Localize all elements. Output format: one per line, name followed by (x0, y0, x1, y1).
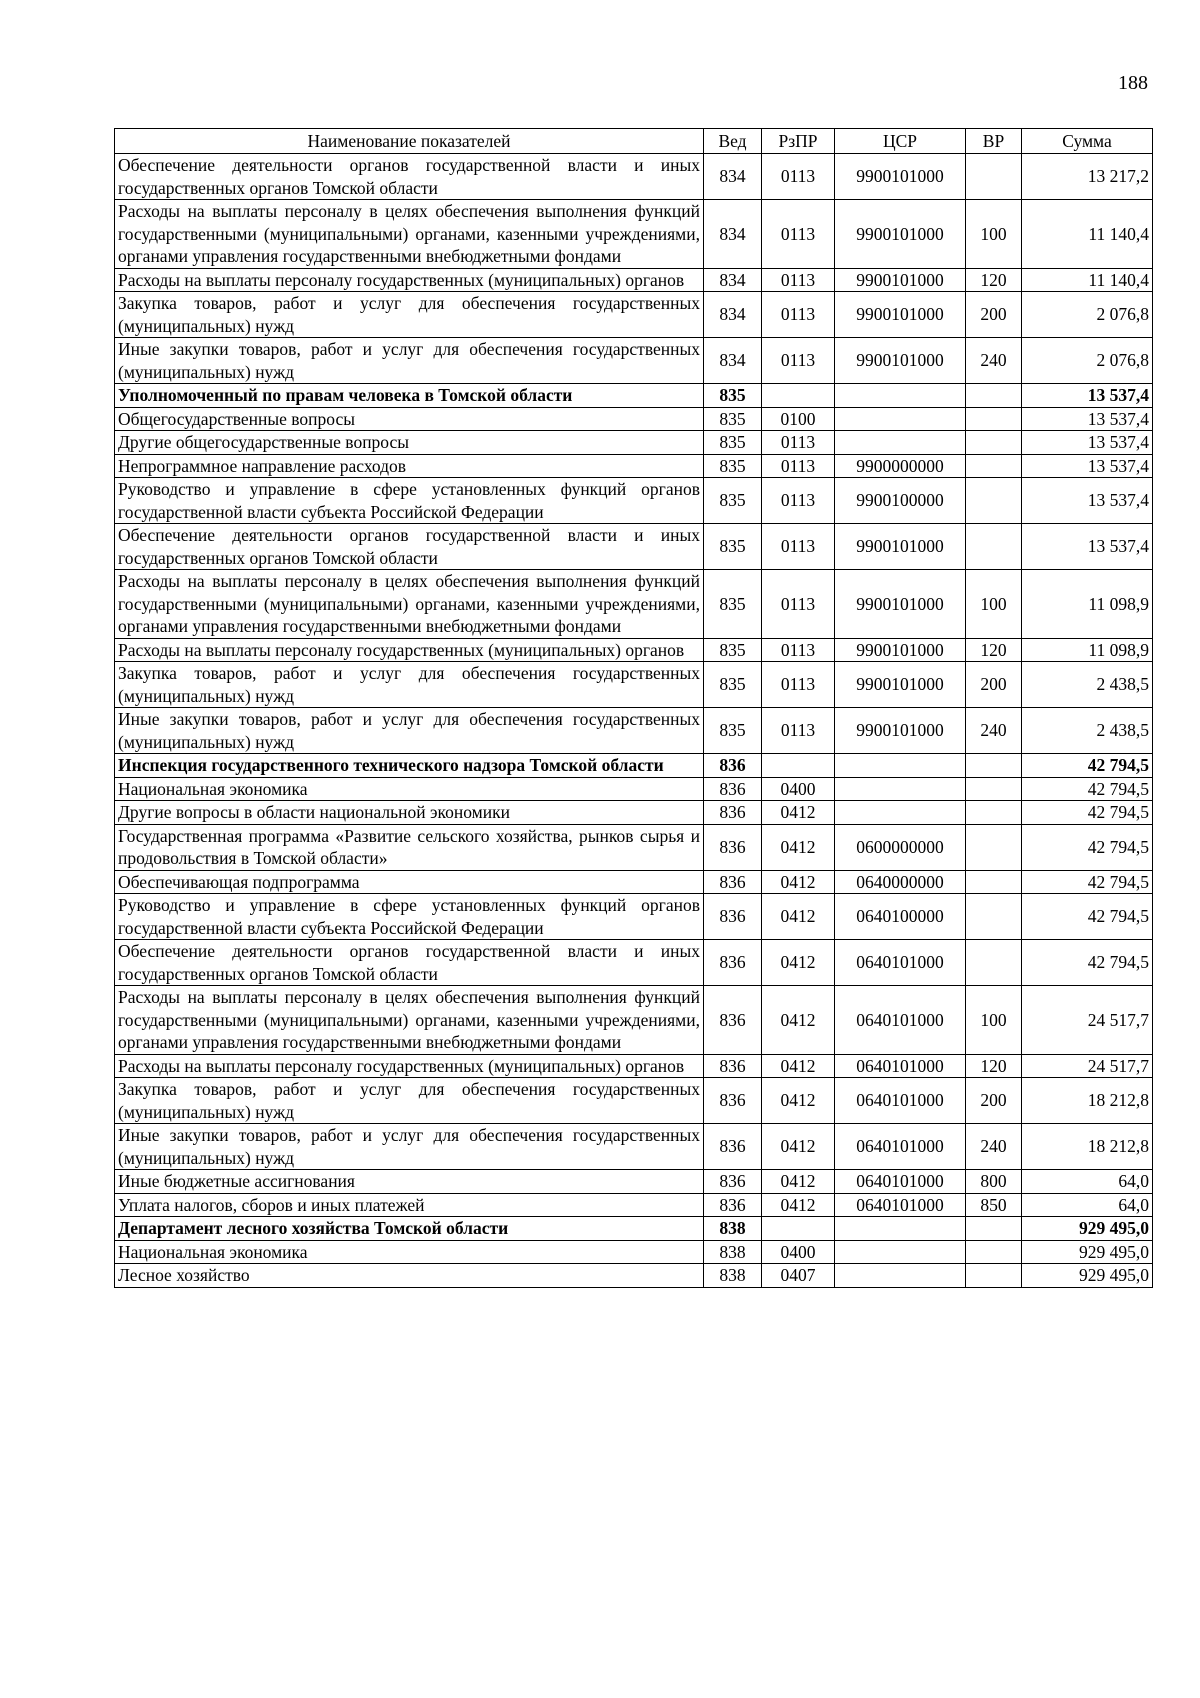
cell-ved: 835 (704, 384, 762, 408)
table-row-section (115, 384, 1153, 408)
cell-csr: 9900101000 (835, 570, 966, 639)
cell-rzpr: 0412 (762, 940, 835, 986)
table-row (115, 454, 1153, 478)
table-header-row (115, 129, 1153, 154)
cell-csr: 9900101000 (835, 154, 966, 200)
cell-sum: 64,0 (1022, 1170, 1153, 1194)
cell-csr: 0640101000 (835, 986, 966, 1055)
table-row (115, 570, 1153, 639)
cell-vr: 800 (966, 1170, 1022, 1194)
cell-sum: 2 076,8 (1022, 292, 1153, 338)
cell-name: Закупка товаров, работ и услуг для обеспечения государственных (муниципальных) нужд (115, 662, 704, 708)
cell-csr: 0640101000 (835, 1193, 966, 1217)
cell-name: Уплата налогов, сборов и иных платежей (115, 1193, 704, 1217)
table-row (115, 268, 1153, 292)
cell-ved: 834 (704, 200, 762, 269)
header-name: Наименование показателей (115, 129, 704, 154)
cell-ved: 835 (704, 478, 762, 524)
cell-vr (966, 870, 1022, 894)
cell-sum: 929 495,0 (1022, 1240, 1153, 1264)
table-row-section (115, 754, 1153, 778)
table-row (115, 524, 1153, 570)
cell-csr: 0600000000 (835, 824, 966, 870)
cell-sum: 42 794,5 (1022, 754, 1153, 778)
cell-ved: 836 (704, 940, 762, 986)
cell-rzpr: 0412 (762, 1054, 835, 1078)
cell-ved: 835 (704, 407, 762, 431)
cell-name: Руководство и управление в сфере установленных функций органов государственной власти субъекта Российской Федерации (115, 478, 704, 524)
cell-rzpr: 0400 (762, 1240, 835, 1264)
table-body (115, 154, 1153, 1288)
cell-vr (966, 777, 1022, 801)
cell-sum: 13 537,4 (1022, 478, 1153, 524)
cell-sum: 42 794,5 (1022, 777, 1153, 801)
cell-name: Другие вопросы в области национальной экономики (115, 801, 704, 825)
cell-name: Расходы на выплаты персоналу в целях обеспечения выполнения функций государственными (муниципальными) органами, казенными учреждениями, органами управления государственными внебюджетными фондами (115, 200, 704, 269)
page-number: 188 (1118, 72, 1148, 94)
cell-sum: 2 076,8 (1022, 338, 1153, 384)
cell-ved: 836 (704, 1193, 762, 1217)
cell-name: Закупка товаров, работ и услуг для обеспечения государственных (муниципальных) нужд (115, 292, 704, 338)
cell-sum: 42 794,5 (1022, 870, 1153, 894)
cell-csr: 9900101000 (835, 292, 966, 338)
cell-rzpr: 0412 (762, 1170, 835, 1194)
cell-name: Расходы на выплаты персоналу государственных (муниципальных) органов (115, 268, 704, 292)
cell-csr: 9900000000 (835, 454, 966, 478)
cell-rzpr (762, 384, 835, 408)
cell-vr: 240 (966, 708, 1022, 754)
cell-name: Закупка товаров, работ и услуг для обеспечения государственных (муниципальных) нужд (115, 1078, 704, 1124)
cell-csr (835, 1240, 966, 1264)
cell-vr: 100 (966, 200, 1022, 269)
cell-name: Руководство и управление в сфере установленных функций органов государственной власти субъекта Российской Федерации (115, 894, 704, 940)
table-row (115, 1124, 1153, 1170)
cell-csr: 0640101000 (835, 1124, 966, 1170)
cell-csr: 0640101000 (835, 940, 966, 986)
cell-name: Иные закупки товаров, работ и услуг для обеспечения государственных (муниципальных) нужд (115, 1124, 704, 1170)
table-row (115, 1078, 1153, 1124)
cell-rzpr: 0113 (762, 662, 835, 708)
cell-rzpr: 0412 (762, 1124, 835, 1170)
cell-rzpr: 0412 (762, 1078, 835, 1124)
cell-csr: 0640101000 (835, 1078, 966, 1124)
cell-sum: 11 140,4 (1022, 200, 1153, 269)
cell-csr (835, 801, 966, 825)
cell-vr (966, 384, 1022, 408)
cell-csr: 9900101000 (835, 268, 966, 292)
cell-ved: 838 (704, 1217, 762, 1241)
table-row (115, 1240, 1153, 1264)
cell-rzpr: 0113 (762, 638, 835, 662)
cell-ved: 838 (704, 1240, 762, 1264)
header-csr: ЦСР (835, 129, 966, 154)
table-row (115, 662, 1153, 708)
cell-ved: 835 (704, 662, 762, 708)
cell-csr: 9900101000 (835, 338, 966, 384)
cell-name: Государственная программа «Развитие сельского хозяйства, рынков сырья и продовольствия в Томской области» (115, 824, 704, 870)
cell-vr (966, 524, 1022, 570)
cell-ved: 835 (704, 524, 762, 570)
cell-csr (835, 1264, 966, 1288)
cell-ved: 834 (704, 154, 762, 200)
cell-sum: 929 495,0 (1022, 1264, 1153, 1288)
table-row (115, 870, 1153, 894)
cell-rzpr: 0113 (762, 524, 835, 570)
cell-sum: 42 794,5 (1022, 940, 1153, 986)
cell-csr (835, 407, 966, 431)
cell-csr: 0640100000 (835, 894, 966, 940)
cell-vr: 240 (966, 338, 1022, 384)
header-sum: Сумма (1022, 129, 1153, 154)
cell-vr: 100 (966, 570, 1022, 639)
cell-ved: 836 (704, 777, 762, 801)
cell-csr (835, 754, 966, 778)
cell-vr: 100 (966, 986, 1022, 1055)
cell-rzpr: 0113 (762, 292, 835, 338)
cell-rzpr: 0412 (762, 870, 835, 894)
cell-name: Расходы на выплаты персоналу в целях обеспечения выполнения функций государственными (муниципальными) органами, казенными учреждениями, органами управления государственными внебюджетными фондами (115, 986, 704, 1055)
cell-csr: 0640101000 (835, 1170, 966, 1194)
cell-vr (966, 1240, 1022, 1264)
cell-ved: 834 (704, 338, 762, 384)
cell-vr (966, 154, 1022, 200)
cell-csr (835, 431, 966, 455)
table-row (115, 777, 1153, 801)
cell-sum: 13 537,4 (1022, 431, 1153, 455)
cell-csr (835, 777, 966, 801)
cell-sum: 11 098,9 (1022, 638, 1153, 662)
table-row (115, 338, 1153, 384)
cell-vr (966, 431, 1022, 455)
cell-vr: 240 (966, 1124, 1022, 1170)
cell-ved: 836 (704, 824, 762, 870)
cell-rzpr: 0412 (762, 824, 835, 870)
cell-rzpr: 0113 (762, 431, 835, 455)
cell-rzpr: 0412 (762, 986, 835, 1055)
cell-vr: 120 (966, 1054, 1022, 1078)
cell-ved: 835 (704, 454, 762, 478)
cell-vr (966, 894, 1022, 940)
cell-name: Иные закупки товаров, работ и услуг для обеспечения государственных (муниципальных) нужд (115, 708, 704, 754)
table-row (115, 292, 1153, 338)
cell-csr: 9900100000 (835, 478, 966, 524)
cell-rzpr: 0113 (762, 338, 835, 384)
cell-csr: 9900101000 (835, 524, 966, 570)
cell-sum: 42 794,5 (1022, 801, 1153, 825)
cell-vr: 200 (966, 1078, 1022, 1124)
table-row (115, 407, 1153, 431)
table-row (115, 894, 1153, 940)
cell-ved: 836 (704, 754, 762, 778)
cell-rzpr: 0412 (762, 1193, 835, 1217)
cell-rzpr: 0407 (762, 1264, 835, 1288)
cell-name: Расходы на выплаты персоналу государственных (муниципальных) органов (115, 1054, 704, 1078)
table-row-section (115, 1217, 1153, 1241)
cell-ved: 836 (704, 1170, 762, 1194)
table-row (115, 824, 1153, 870)
table-row (115, 940, 1153, 986)
cell-sum: 929 495,0 (1022, 1217, 1153, 1241)
cell-sum: 13 537,4 (1022, 384, 1153, 408)
cell-name: Обеспечение деятельности органов государственной власти и иных государственных органов Томской области (115, 524, 704, 570)
header-vr: ВР (966, 129, 1022, 154)
table-row (115, 801, 1153, 825)
cell-name: Департамент лесного хозяйства Томской области (115, 1217, 704, 1241)
cell-vr (966, 407, 1022, 431)
cell-rzpr (762, 754, 835, 778)
cell-name: Национальная экономика (115, 777, 704, 801)
cell-rzpr: 0113 (762, 454, 835, 478)
table-row (115, 708, 1153, 754)
cell-csr (835, 384, 966, 408)
cell-name: Иные закупки товаров, работ и услуг для обеспечения государственных (муниципальных) нужд (115, 338, 704, 384)
budget-table (114, 128, 1153, 1288)
cell-ved: 835 (704, 570, 762, 639)
table-row (115, 1170, 1153, 1194)
cell-vr (966, 801, 1022, 825)
cell-sum: 11 140,4 (1022, 268, 1153, 292)
cell-vr (966, 940, 1022, 986)
cell-vr (966, 1217, 1022, 1241)
table-row (115, 431, 1153, 455)
cell-sum: 2 438,5 (1022, 708, 1153, 754)
cell-csr: 9900101000 (835, 708, 966, 754)
table-row (115, 1264, 1153, 1288)
cell-ved: 835 (704, 638, 762, 662)
table-row (115, 1193, 1153, 1217)
table-row (115, 1054, 1153, 1078)
cell-name: Непрограммное направление расходов (115, 454, 704, 478)
cell-sum: 24 517,7 (1022, 986, 1153, 1055)
cell-csr: 9900101000 (835, 200, 966, 269)
cell-sum: 18 212,8 (1022, 1078, 1153, 1124)
cell-vr: 850 (966, 1193, 1022, 1217)
cell-sum: 13 217,2 (1022, 154, 1153, 200)
cell-vr: 200 (966, 662, 1022, 708)
cell-rzpr: 0400 (762, 777, 835, 801)
cell-rzpr (762, 1217, 835, 1241)
cell-ved: 834 (704, 292, 762, 338)
cell-vr (966, 754, 1022, 778)
cell-sum: 2 438,5 (1022, 662, 1153, 708)
cell-name: Национальная экономика (115, 1240, 704, 1264)
cell-sum: 64,0 (1022, 1193, 1153, 1217)
cell-name: Иные бюджетные ассигнования (115, 1170, 704, 1194)
cell-ved: 836 (704, 986, 762, 1055)
cell-csr: 0640000000 (835, 870, 966, 894)
cell-name: Обеспечение деятельности органов государственной власти и иных государственных органов Томской области (115, 154, 704, 200)
cell-name: Расходы на выплаты персоналу в целях обеспечения выполнения функций государственными (муниципальными) органами, казенными учреждениями, органами управления государственными внебюджетными фондами (115, 570, 704, 639)
cell-rzpr: 0113 (762, 478, 835, 524)
cell-ved: 835 (704, 431, 762, 455)
cell-csr: 9900101000 (835, 662, 966, 708)
cell-rzpr: 0113 (762, 200, 835, 269)
table-row (115, 638, 1153, 662)
cell-vr (966, 824, 1022, 870)
cell-sum: 24 517,7 (1022, 1054, 1153, 1078)
cell-sum: 11 098,9 (1022, 570, 1153, 639)
cell-csr: 0640101000 (835, 1054, 966, 1078)
cell-name: Обеспечение деятельности органов государственной власти и иных государственных органов Томской области (115, 940, 704, 986)
cell-name: Лесное хозяйство (115, 1264, 704, 1288)
cell-ved: 836 (704, 894, 762, 940)
table-row (115, 200, 1153, 269)
cell-ved: 836 (704, 801, 762, 825)
cell-ved: 838 (704, 1264, 762, 1288)
cell-rzpr: 0100 (762, 407, 835, 431)
cell-ved: 835 (704, 708, 762, 754)
cell-name: Другие общегосударственные вопросы (115, 431, 704, 455)
table-row (115, 154, 1153, 200)
cell-vr (966, 1264, 1022, 1288)
header-ved: Вед (704, 129, 762, 154)
cell-rzpr: 0412 (762, 894, 835, 940)
cell-csr: 9900101000 (835, 638, 966, 662)
cell-sum: 13 537,4 (1022, 454, 1153, 478)
cell-ved: 834 (704, 268, 762, 292)
cell-rzpr: 0113 (762, 708, 835, 754)
cell-sum: 13 537,4 (1022, 524, 1153, 570)
table-row (115, 478, 1153, 524)
cell-ved: 836 (704, 1078, 762, 1124)
cell-vr: 200 (966, 292, 1022, 338)
cell-ved: 836 (704, 1124, 762, 1170)
cell-name: Общегосударственные вопросы (115, 407, 704, 431)
cell-name: Обеспечивающая подпрограмма (115, 870, 704, 894)
cell-sum: 42 794,5 (1022, 824, 1153, 870)
cell-name: Расходы на выплаты персоналу государственных (муниципальных) органов (115, 638, 704, 662)
cell-vr (966, 478, 1022, 524)
cell-rzpr: 0113 (762, 570, 835, 639)
header-rzpr: РзПР (762, 129, 835, 154)
cell-rzpr: 0113 (762, 154, 835, 200)
cell-name: Инспекция государственного технического надзора Томской области (115, 754, 704, 778)
cell-name: Уполномоченный по правам человека в Томской области (115, 384, 704, 408)
table-row (115, 986, 1153, 1055)
cell-vr: 120 (966, 268, 1022, 292)
cell-ved: 836 (704, 1054, 762, 1078)
cell-vr (966, 454, 1022, 478)
cell-rzpr: 0412 (762, 801, 835, 825)
cell-sum: 42 794,5 (1022, 894, 1153, 940)
cell-sum: 13 537,4 (1022, 407, 1153, 431)
cell-sum: 18 212,8 (1022, 1124, 1153, 1170)
cell-ved: 836 (704, 870, 762, 894)
cell-rzpr: 0113 (762, 268, 835, 292)
cell-vr: 120 (966, 638, 1022, 662)
cell-csr (835, 1217, 966, 1241)
